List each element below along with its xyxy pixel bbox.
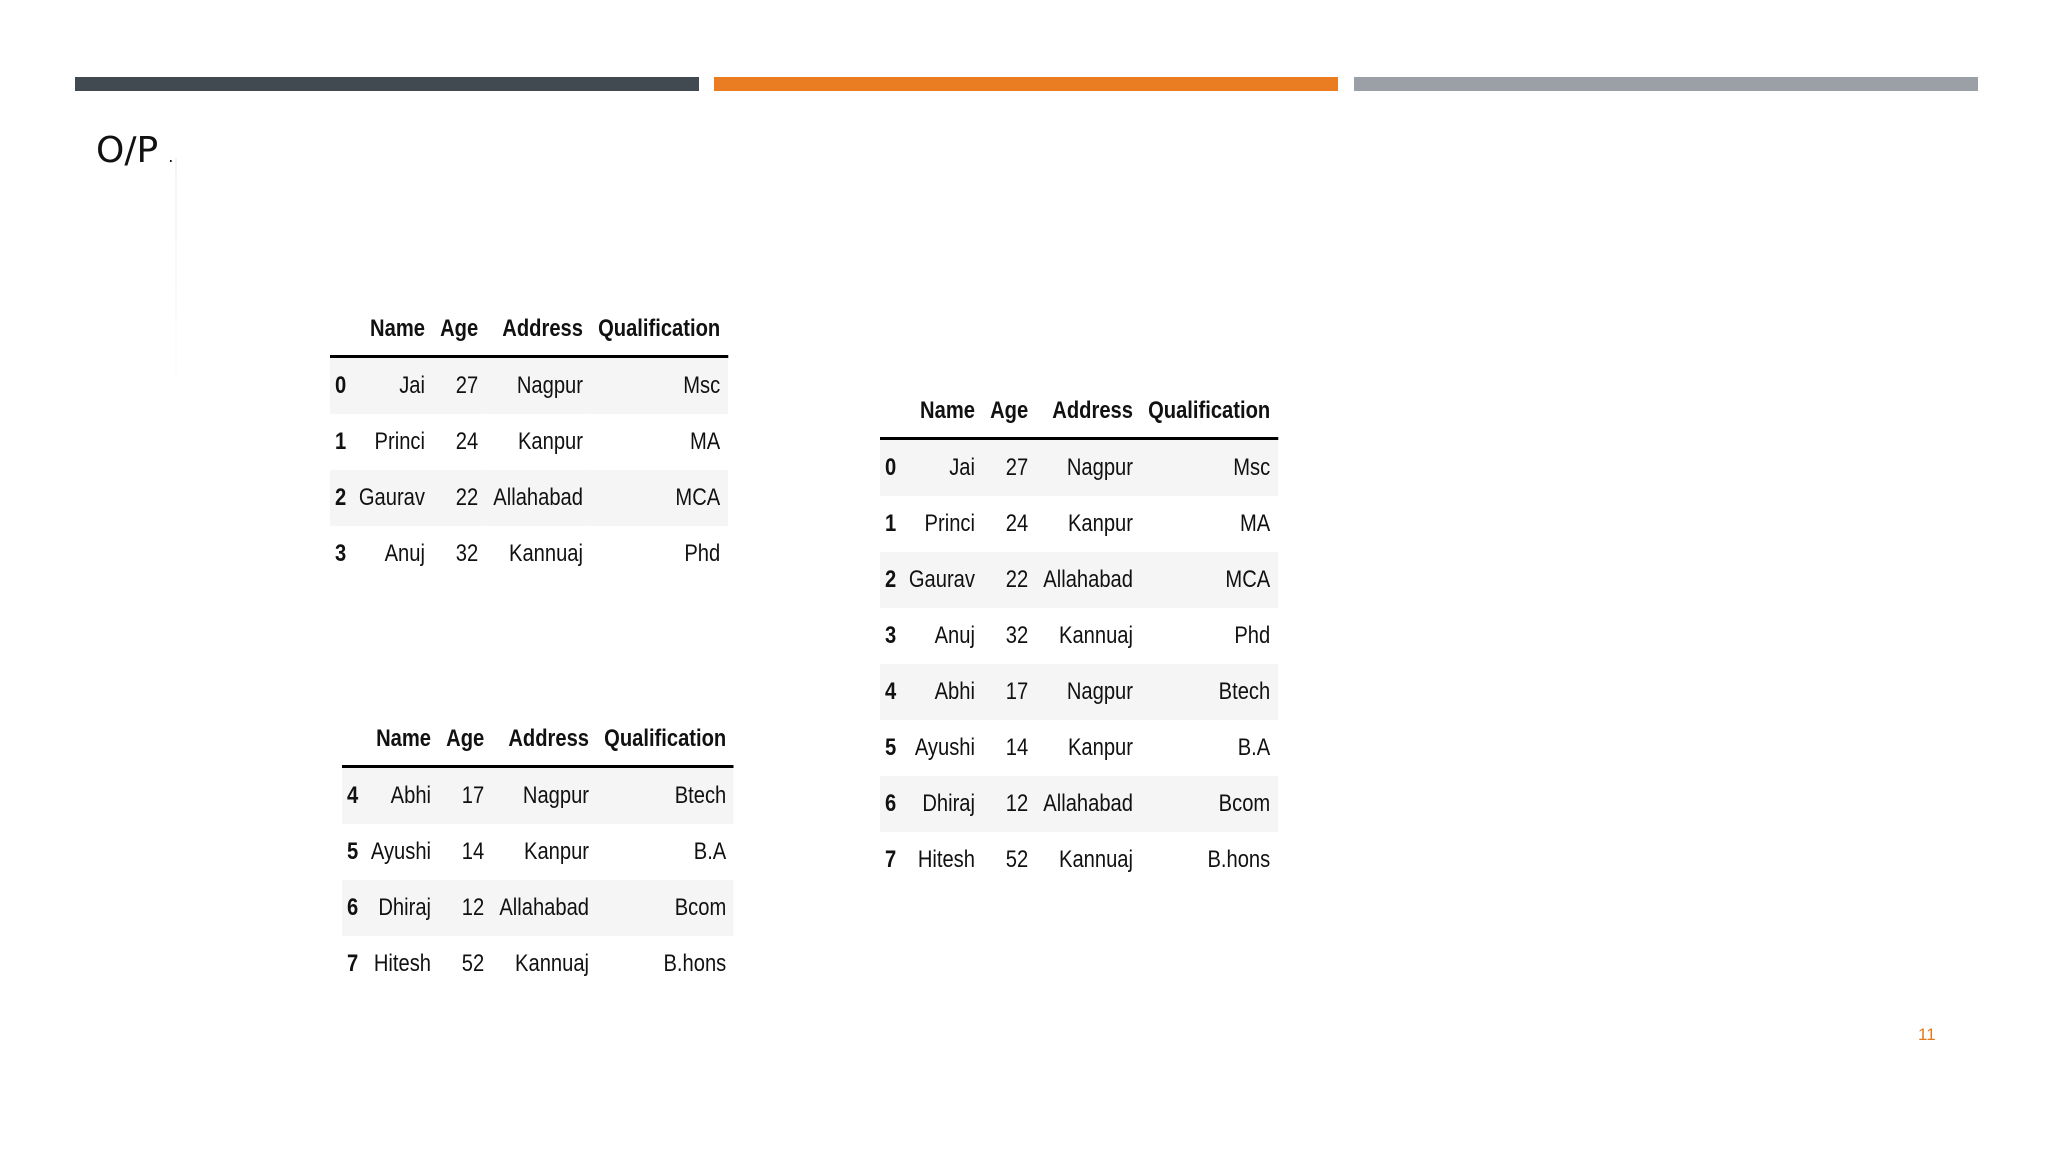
accent-bar-dark	[75, 77, 699, 91]
cell-address: Kannuaj	[515, 950, 590, 977]
row-index-cell: 6	[347, 894, 359, 921]
table-header-row	[880, 385, 1278, 439]
row-index-cell: 7	[885, 846, 897, 873]
cell-address: Kannuaj	[1058, 846, 1133, 873]
cell-qualification: Btech	[1218, 678, 1271, 705]
cell-name: Dhiraj	[922, 790, 975, 817]
cell-name: Jai	[949, 454, 975, 481]
cell-address: Kanpur	[517, 428, 583, 455]
cell-name: Hitesh	[373, 950, 432, 977]
accent-bar-gray	[1354, 77, 1978, 91]
cell-address: Nagpur	[522, 782, 590, 809]
accent-bar-orange	[714, 77, 1338, 91]
cell-age: 12	[461, 894, 485, 921]
cell-qualification: MA	[1239, 510, 1271, 537]
index-header-cell	[330, 303, 351, 357]
cell-age: 17	[461, 782, 485, 809]
cell-age: 24	[455, 428, 479, 455]
cell-age: 52	[1005, 846, 1029, 873]
cell-address: Kannuaj	[508, 540, 583, 567]
cell-qualification: MCA	[1225, 566, 1271, 593]
cell-age: 14	[461, 838, 485, 865]
cell-name: Anuj	[384, 540, 425, 567]
row-index-cell: 3	[335, 540, 347, 567]
cell-qualification: B.A	[1237, 734, 1271, 761]
cell-name: Hitesh	[917, 846, 975, 873]
column-header-age: Age	[983, 385, 1036, 439]
table-row	[342, 824, 734, 880]
row-index-cell: 7	[347, 950, 359, 977]
slide-title-dot: .	[168, 147, 174, 166]
cell-address: Allahabad	[1043, 566, 1133, 593]
cell-address: Allahabad	[1043, 790, 1133, 817]
cell-name: Gaurav	[908, 566, 975, 593]
table-row	[342, 880, 734, 936]
cell-name: Ayushi	[914, 734, 975, 761]
column-header-address: Address	[1036, 385, 1141, 439]
row-index-cell: 1	[335, 428, 347, 455]
cell-name: Princi	[924, 510, 975, 537]
cell-qualification: MA	[689, 428, 721, 455]
cell-age: 32	[1005, 622, 1029, 649]
column-header-qualification: Qualification	[597, 713, 734, 767]
table-row	[880, 664, 1278, 720]
column-header-address: Address	[486, 303, 591, 357]
cell-name: Gaurav	[358, 484, 425, 511]
cell-age: 24	[1005, 510, 1029, 537]
index-header-cell	[342, 713, 363, 767]
column-header-name: Name	[351, 303, 432, 357]
row-index-cell: 2	[335, 484, 347, 511]
table-row	[342, 936, 734, 992]
column-header-name: Name	[901, 385, 982, 439]
column-header-qualification: Qualification	[591, 303, 728, 357]
cell-address: Allahabad	[499, 894, 590, 921]
cell-name: Dhiraj	[378, 894, 432, 921]
cell-address: Kanpur	[1067, 510, 1133, 537]
table-row	[330, 470, 728, 526]
column-header-qualification: Qualification	[1141, 385, 1278, 439]
table-row	[880, 776, 1278, 832]
table-row	[330, 357, 728, 415]
cell-address: Kannuaj	[1058, 622, 1133, 649]
column-header-address: Address	[492, 713, 597, 767]
row-index-cell: 2	[885, 566, 897, 593]
cell-name: Abhi	[390, 782, 432, 809]
table-row	[880, 439, 1278, 497]
cell-age: 27	[455, 372, 479, 399]
row-index-cell: 4	[885, 678, 897, 705]
table-header-row	[330, 303, 728, 357]
cell-address: Allahabad	[493, 484, 583, 511]
column-header-age: Age	[439, 713, 492, 767]
cell-qualification: B.A	[693, 838, 727, 865]
index-header-cell	[880, 385, 901, 439]
row-index-cell: 0	[885, 454, 897, 481]
cell-name: Princi	[374, 428, 425, 455]
table-header-row	[342, 713, 734, 767]
cell-name: Jai	[399, 372, 425, 399]
cell-address: Kanpur	[1067, 734, 1133, 761]
cell-address: Kanpur	[524, 838, 590, 865]
cell-qualification: Bcom	[1218, 790, 1271, 817]
cell-qualification: Btech	[674, 782, 727, 809]
cell-age: 27	[1005, 454, 1029, 481]
table-row	[880, 832, 1278, 888]
title-divider	[175, 158, 177, 378]
row-index-cell: 4	[347, 782, 359, 809]
cell-qualification: B.hons	[663, 950, 727, 977]
dataframe-table-bottom	[342, 713, 734, 992]
row-index-cell: 5	[347, 838, 359, 865]
row-index-cell: 0	[335, 372, 347, 399]
cell-age: 22	[455, 484, 479, 511]
cell-address: Nagpur	[1066, 454, 1133, 481]
cell-qualification: B.hons	[1207, 846, 1271, 873]
cell-qualification: Msc	[683, 372, 721, 399]
dataframe-table-full	[880, 385, 1278, 888]
dataframe-table-top	[330, 303, 728, 582]
table-row	[880, 496, 1278, 552]
cell-qualification: Phd	[684, 540, 721, 567]
cell-name: Ayushi	[370, 838, 432, 865]
table-row	[880, 720, 1278, 776]
row-index-cell: 6	[885, 790, 897, 817]
cell-address: Nagpur	[1066, 678, 1133, 705]
table-row	[880, 552, 1278, 608]
table-row	[330, 526, 728, 582]
row-index-cell: 5	[885, 734, 897, 761]
cell-qualification: MCA	[675, 484, 721, 511]
cell-qualification: Bcom	[674, 894, 727, 921]
cell-qualification: Phd	[1234, 622, 1271, 649]
cell-age: 17	[1005, 678, 1029, 705]
column-header-name: Name	[363, 713, 438, 767]
cell-age: 12	[1005, 790, 1029, 817]
row-index-cell: 1	[885, 510, 897, 537]
table-row	[342, 767, 734, 825]
page-number: 11	[1918, 1025, 1936, 1044]
cell-age: 32	[455, 540, 479, 567]
cell-age: 22	[1005, 566, 1029, 593]
row-index-cell: 3	[885, 622, 897, 649]
table-row	[880, 608, 1278, 664]
cell-address: Nagpur	[516, 372, 583, 399]
cell-age: 14	[1005, 734, 1029, 761]
slide-title-text: O/P	[96, 130, 159, 171]
cell-name: Anuj	[934, 622, 975, 649]
cell-qualification: Msc	[1233, 454, 1271, 481]
cell-age: 52	[461, 950, 485, 977]
slide-title	[96, 130, 173, 171]
table-row	[330, 414, 728, 470]
column-header-age: Age	[433, 303, 486, 357]
cell-name: Abhi	[934, 678, 975, 705]
